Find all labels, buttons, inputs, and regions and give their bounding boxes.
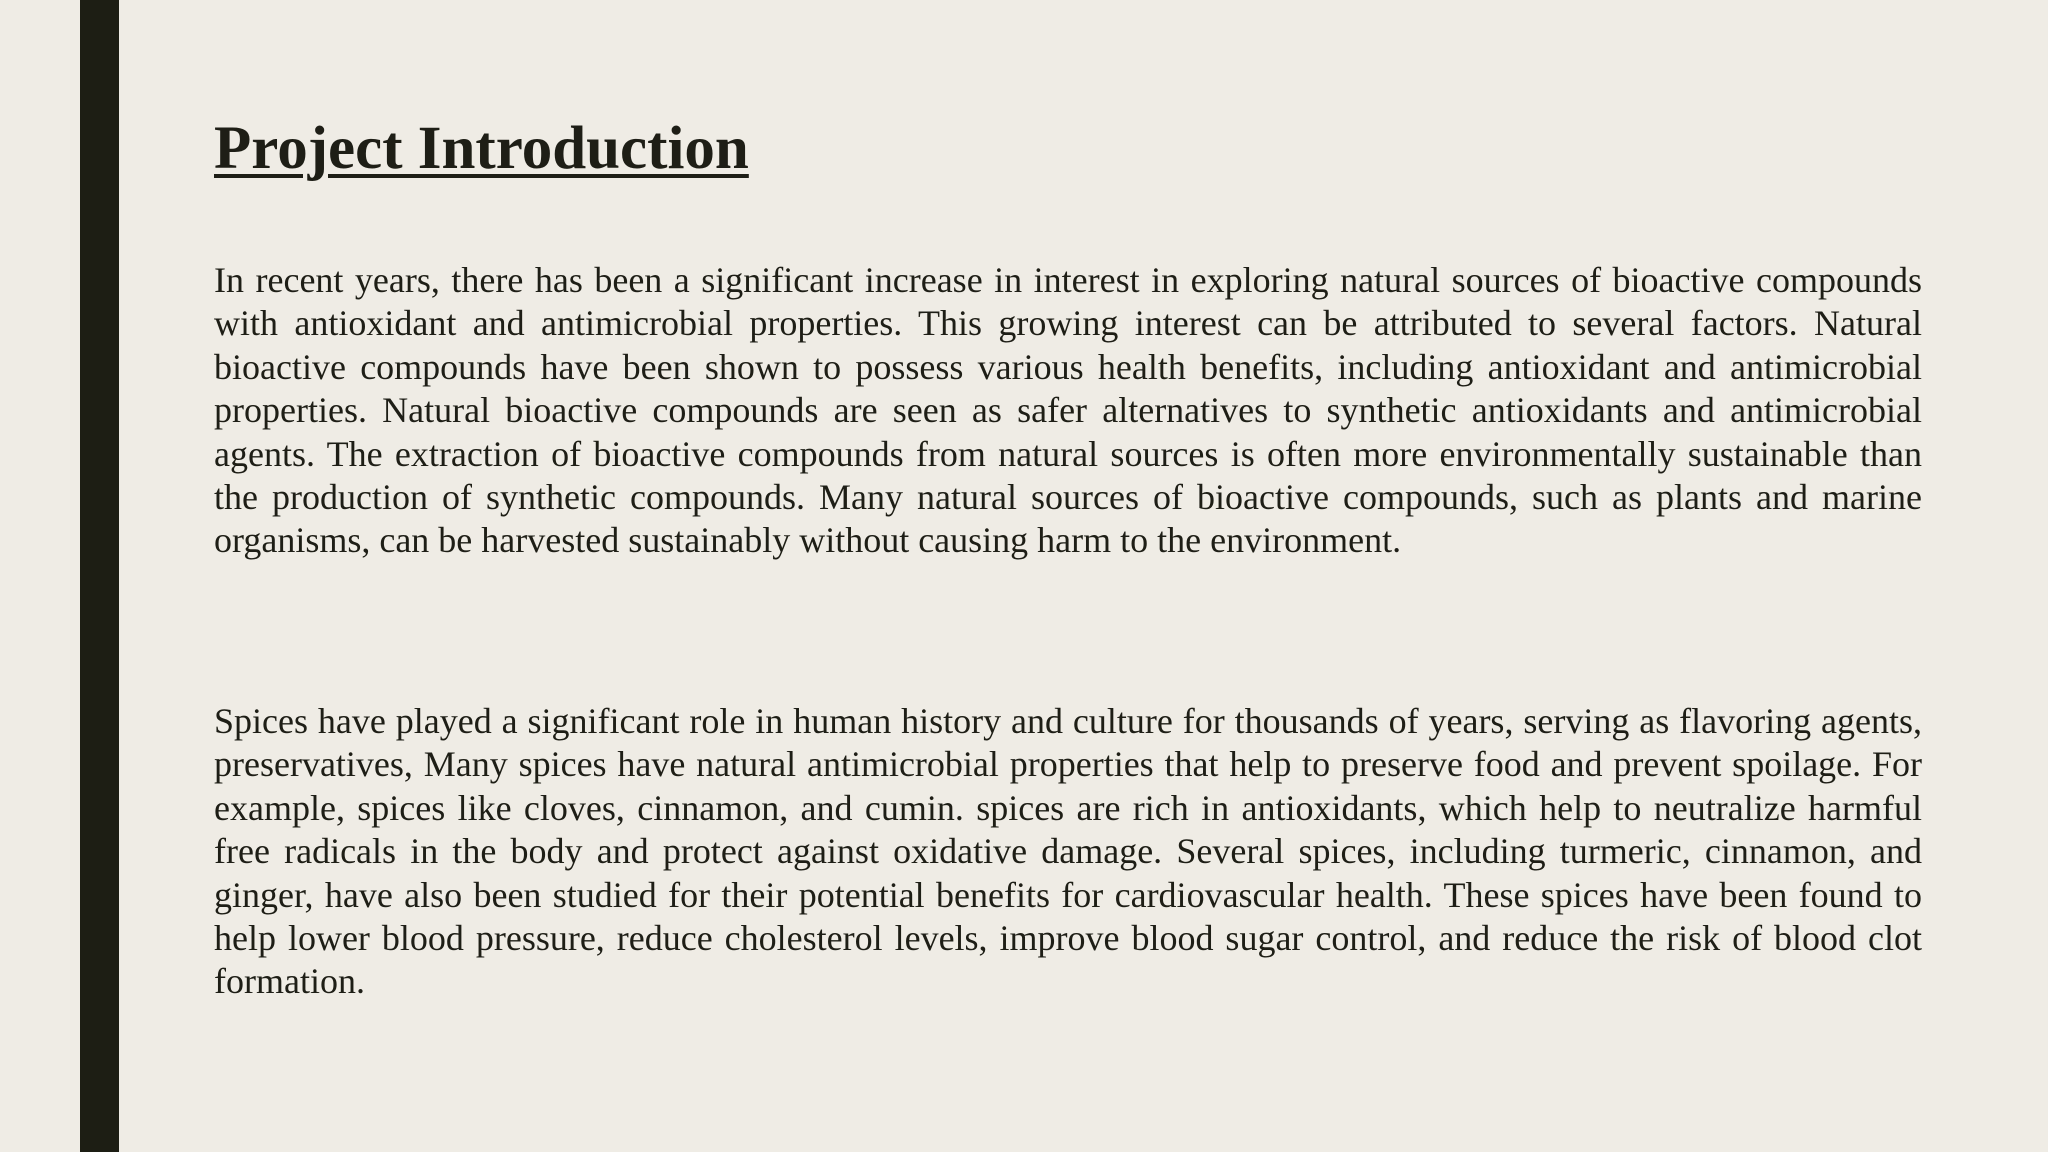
accent-bar: [80, 0, 119, 1152]
spices-paragraph: Spices have played a significant role in human history and culture for thousands of years, serving as flavoring agents, preservatives, Many spices have natural antimicrobial properties that help to preserve food and prevent spoilage. For example, spices like cloves, cinnamon, and cumin. spices are rich in antioxidants, which help to neutralize harmful free radicals in the body and protect against oxidative damage. Several spices, including turmeric, cinnamon, and ginger, have also been studied for their potential benefits for cardiovascular health. These spices have been found to help lower blood pressure, reduce cholesterol levels, improve blood sugar control, and reduce the risk of blood clot formation.: [214, 701, 1922, 1002]
intro-paragraph: In recent years, there has been a significant increase in interest in exploring natural sources of bioactive compounds with antioxidant and antimicrobial properties. This growing interest can be attributed to several factors. Natural bioactive compounds have been shown to possess various health benefits, including antioxidant and antimicrobial properties. Natural bioactive compounds are seen as safer alternatives to synthetic antioxidants and antimicrobial agents. The extraction of bioactive compounds from natural sources is often more environmentally sustainable than the production of synthetic compounds. Many natural sources of bioactive compounds, such as plants and marine organisms, can be harvested sustainably without causing harm to the environment.: [214, 260, 1922, 561]
slide-title: Project Introduction: [214, 115, 749, 182]
